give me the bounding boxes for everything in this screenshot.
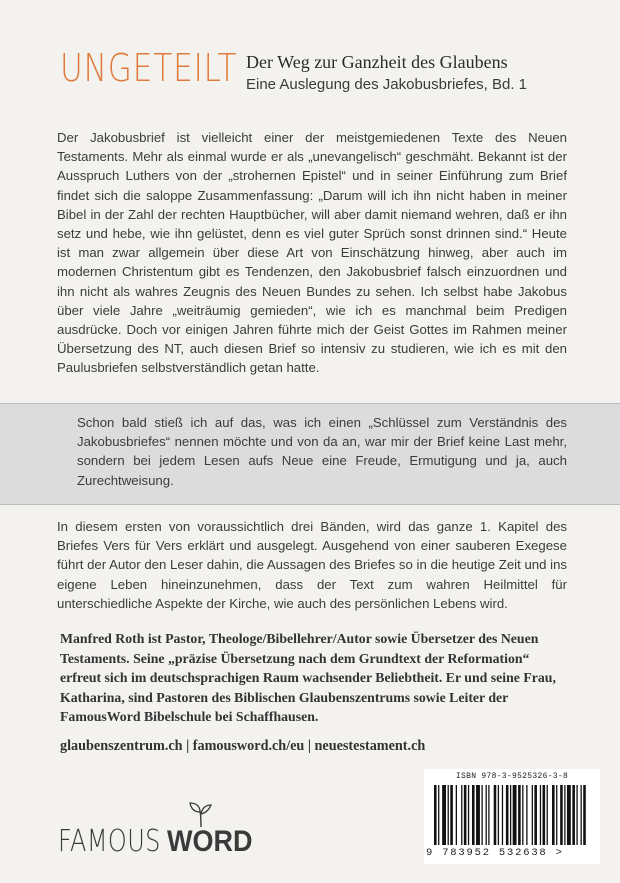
title-block — [60, 44, 580, 104]
book-subtitle: Der Weg zur Ganzheit des Glaubens — [246, 52, 508, 72]
book-series-line: Eine Auslegung des Jakobusbriefes, Bd. 1 — [246, 76, 528, 93]
highlight-paragraph: Schon bald stieß ich auf das, was ich einen „Schlüssel zum Verständnis des Jakobusbriefes“ nennen möchte und von da an, war mir der Brief keine Last mehr, sondern bei jedem Lesen aufs Neue eine Freude, Ermutigung und ja, auch Zurechtweisung. — [77, 415, 567, 488]
author-bio: Manfred Roth ist Pastor, Theologe/Bibellehrer/Autor sowie Übersetzer des Neuen Testaments. Seine „präzise Übersetzung nach dem Grundtext der Reformation“ erfreut sich im deutschsprachigen Raum wachsender Beliebtheit. Er und seine Frau, Katharina, sind Pastoren des Biblischen Glaubenszentrums sowie Leiter der FamousWord Bibelschule bei Schaffhausen. — [60, 631, 556, 724]
website-links: glaubenszentrum.ch | famousword.ch/eu | neuestestament.ch — [60, 738, 426, 754]
book-title: UNGETEILT — [60, 46, 238, 90]
volume-paragraph: In diesem ersten von voraussichtlich drei Bänden, wird das ganze 1. Kapitel des Briefes Vers für Vers erklärt und ausgelegt. Ausgehend von einer sauberen Exegese führt der Autor den Leser dahin, die Aussagen des Briefes so in die heutige Zeit und ins eigene Leben hineinzunehmen, dass der Text zum wahren Heilmittel für unterschiedliche Aspekte der Kirche, wie auch des persönlichen Lebens wird. — [57, 519, 567, 611]
intro-paragraph: Der Jakobusbrief ist vielleicht einer der meistgemiedenen Texte des Neuen Testaments. Mehr als einmal wurde er als „unevangelisch“ geschmäht. Bekannt ist der Ausspruch Luthers von der „strohernen Epistel“ und in seiner Einführung zum Brief findet sich die saloppe Zusammenfassung: „Darum will ich ihn nicht haben in meiner Bibel in der Zahl der rechten Hauptbücher, will aber damit niemand wehren, daß er ihn setz und hebe, wie ihn gelüstet, denn es viel guter Sprüch sonst drinnen sind.“ Heute ist man zwar allgemein über diese Art von Einschätzung hinweg, aber auch im modernen Christentum gibt es Tendenzen, den Jakobusbrief falsch einzuordnen und ihn nicht als wahres Zeugnis des Neuen Bundes zu sehen. Ich selbst habe Jakobus über viele Jahre „weiträumig gemieden“, wie ich es manchmal beim Predigen ausdrücke. Doch vor einigen Jahren führte mich der Geist Gottes im Rahmen meiner Übersetzung des NT, auch diesen Brief so intensiv zu studieren, wie ich es mit den Paulusbriefen selbstverständlich getan hatte. — [57, 130, 567, 376]
publisher-name — [58, 824, 262, 860]
isbn-barcode — [424, 769, 600, 864]
barcode-bars — [434, 785, 590, 845]
publisher-logo — [58, 800, 258, 870]
barcode-digits: 9 783952 532638 > — [426, 847, 564, 859]
publisher-name-thin: FAMOUS — [58, 824, 161, 859]
publisher-name-bold: WORD — [166, 825, 253, 858]
isbn-label: ISBN 978-3-9525326-3-8 — [455, 772, 569, 781]
